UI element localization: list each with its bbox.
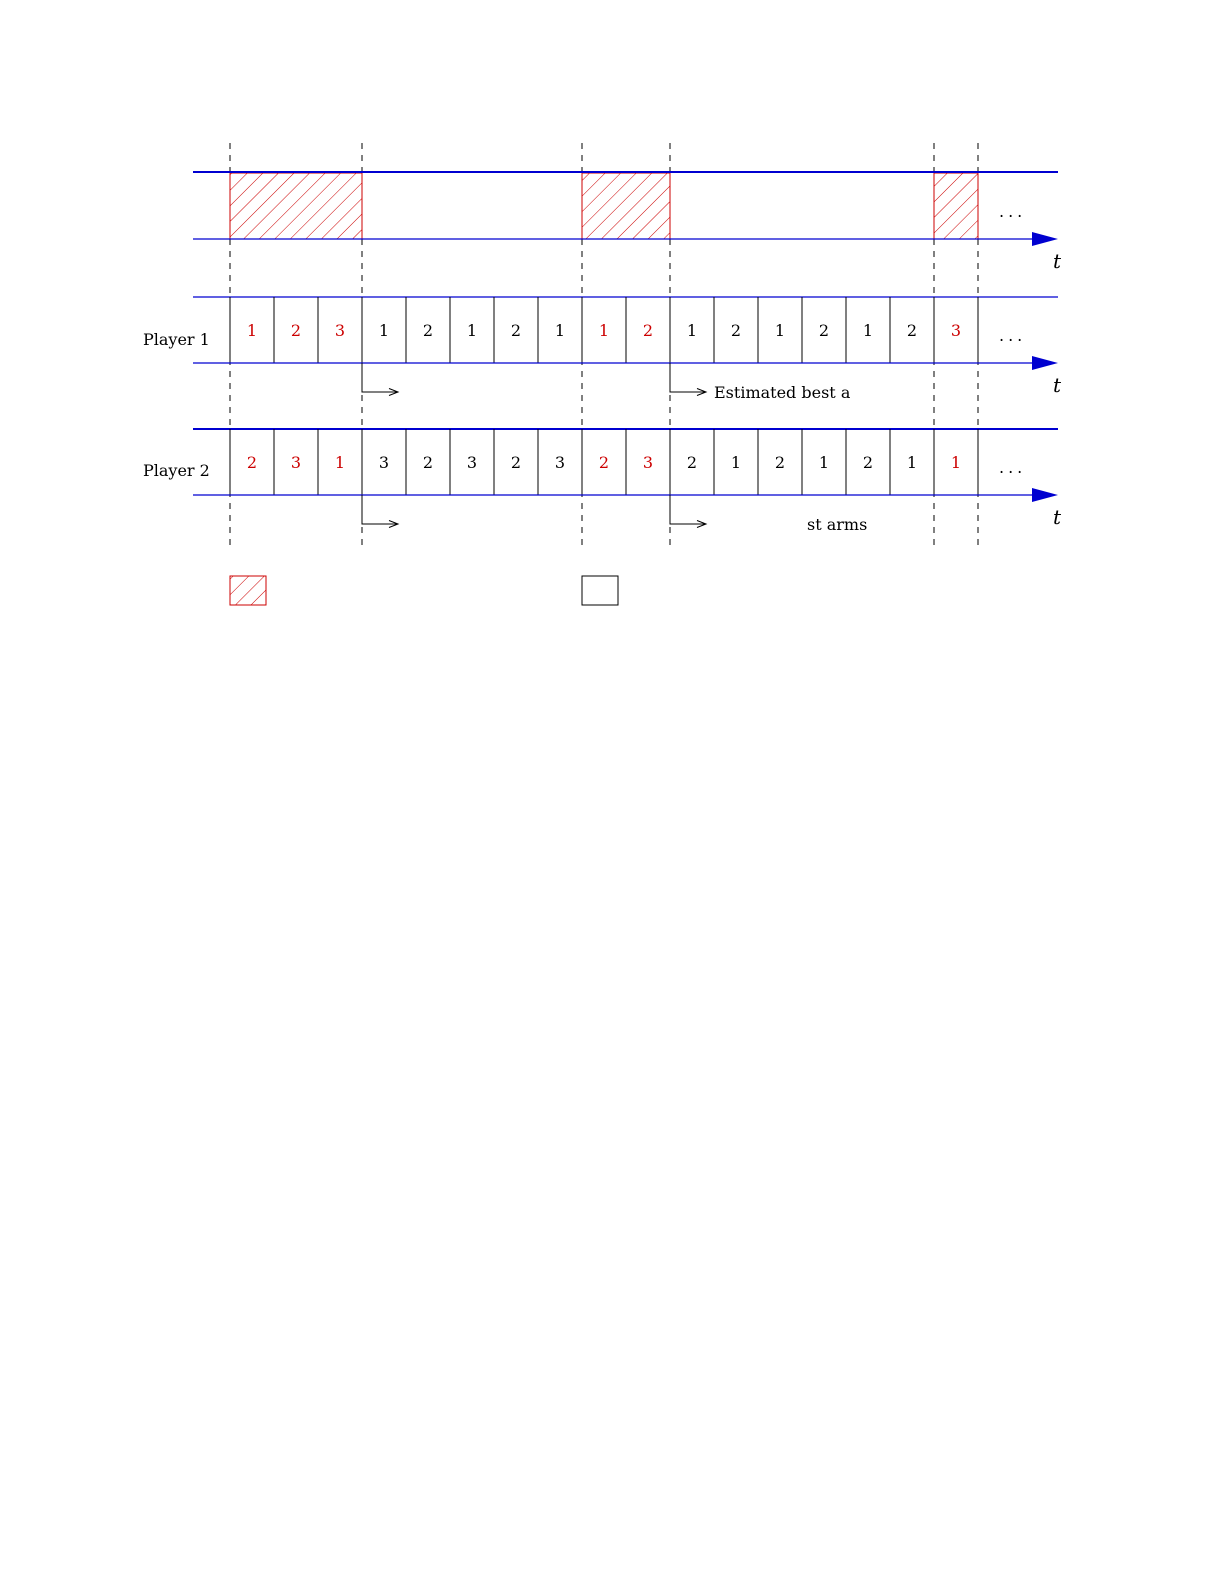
player-1-arm-label: 1 — [598, 321, 610, 340]
legend-exploitation-swatch — [582, 576, 618, 605]
player-2-arm-label: 1 — [334, 453, 346, 472]
player-2-arm-label: 2 — [686, 453, 698, 472]
player-1-cells — [230, 297, 978, 363]
player-2-annotation: st arms — [807, 515, 868, 534]
player-1-arm-label: 1 — [378, 321, 390, 340]
player-1-arm-label: 2 — [642, 321, 654, 340]
player-2-arm-label: 1 — [818, 453, 830, 472]
player-2-arm-label: 3 — [554, 453, 566, 472]
player-1-arrowhead — [1032, 356, 1058, 370]
player-1-arm-label: 2 — [290, 321, 302, 340]
player-1-arm-label: 1 — [554, 321, 566, 340]
player-1-arm-label: 1 — [466, 321, 478, 340]
player-2-arm-label: 1 — [906, 453, 918, 472]
player-2-arm-label: 1 — [950, 453, 962, 472]
player-1-row — [143, 297, 1062, 402]
player-2-arm-label: 3 — [466, 453, 478, 472]
player-1-arm-label: 2 — [730, 321, 742, 340]
legend — [230, 576, 618, 605]
player-1-axis-label: t — [1053, 373, 1062, 397]
player-1-label: Player 1 — [143, 330, 210, 349]
player-2-arm-label: 3 — [378, 453, 390, 472]
player-1-arrow-2 — [670, 363, 706, 396]
player-2-axis-label: t — [1053, 505, 1062, 529]
player-1-ellipsis: ... — [999, 326, 1027, 345]
player-2-arm-label: 2 — [774, 453, 786, 472]
player-1-arm-label: 1 — [862, 321, 874, 340]
phase-row-axis-label: t — [1053, 249, 1062, 273]
player-1-arm-label: 1 — [246, 321, 258, 340]
player-2-arm-label: 2 — [246, 453, 258, 472]
player-2-ellipsis: ... — [999, 458, 1027, 477]
phase-row — [193, 172, 1062, 273]
player-1-annotation: Estimated best a — [714, 383, 851, 402]
phase-blocks — [230, 173, 978, 239]
player-1-arrow-1 — [362, 363, 398, 396]
exploration-phase-block — [934, 173, 978, 239]
exploration-phase-block — [230, 173, 362, 239]
player-2-arrowhead — [1032, 488, 1058, 502]
player-2-arm-label: 2 — [862, 453, 874, 472]
player-2-arrow-2 — [670, 495, 706, 528]
player-2-row — [143, 429, 1062, 534]
player-2-arm-label: 3 — [642, 453, 654, 472]
player-2-cells — [230, 429, 978, 495]
player-2-arrow-1 — [362, 495, 398, 528]
player-1-arm-label: 3 — [950, 321, 962, 340]
player-2-arm-label: 2 — [598, 453, 610, 472]
exploration-phase-block — [582, 173, 670, 239]
player-1-arm-label: 1 — [774, 321, 786, 340]
player-2-arm-label: 2 — [422, 453, 434, 472]
player-2-label: Player 2 — [143, 461, 210, 480]
player-1-arm-label: 1 — [686, 321, 698, 340]
phase-row-arrowhead — [1032, 232, 1058, 246]
player-1-arm-label: 3 — [334, 321, 346, 340]
player-1-arm-label: 2 — [818, 321, 830, 340]
player-1-arm-label: 2 — [510, 321, 522, 340]
player-2-arm-label: 1 — [730, 453, 742, 472]
player-2-arm-label: 2 — [510, 453, 522, 472]
legend-exploration-swatch — [230, 576, 266, 605]
phase-row-ellipsis: ... — [999, 202, 1027, 221]
player-2-arm-label: 3 — [290, 453, 302, 472]
player-1-arm-label: 2 — [422, 321, 434, 340]
player-1-arm-label: 2 — [906, 321, 918, 340]
